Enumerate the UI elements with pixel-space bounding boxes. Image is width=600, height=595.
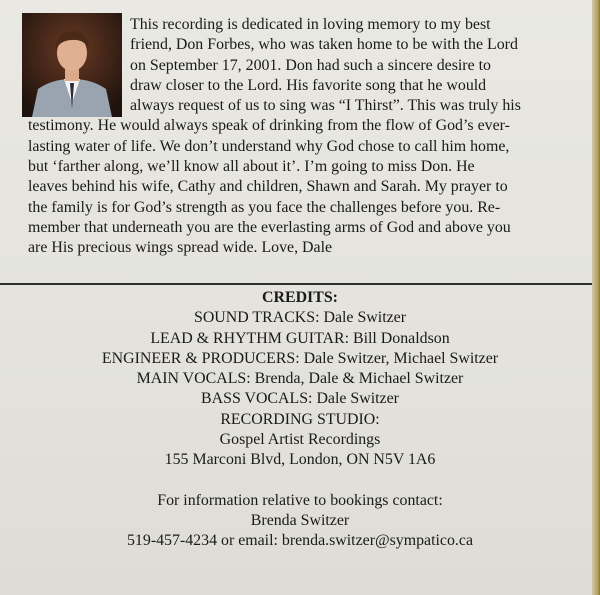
dedication-line: but ‘farther along, we’ll know all about it’. I’m going to miss Don. He: [28, 158, 475, 176]
dedication-text: [28, 15, 578, 259]
dedication-line: leaves behind his wife, Cathy and children, Shawn and Sarah. My prayer to: [28, 178, 508, 196]
dedication-line: are His precious wings spread wide. Love, Dale: [28, 239, 333, 257]
contact-info: 519-457-4234 or email: brenda.switzer@sympatico.ca: [126, 532, 474, 550]
credit-bass-vocals: BASS VOCALS: Dale Switzer: [201, 390, 399, 408]
credit-guitar: LEAD & RHYTHM GUITAR: Bill Donaldson: [150, 329, 450, 347]
dedication-line: testimony. He would always speak of drinking from the flow of God’s ever-: [28, 117, 510, 135]
studio-address: 155 Marconi Blvd, London, ON N5V 1A6: [164, 451, 436, 469]
dedication-line: draw closer to the Lord. His favorite song that he would: [130, 76, 487, 94]
page-edge: [592, 0, 600, 595]
credit-main-vocals: MAIN VOCALS: Brenda, Dale & Michael Switzer: [136, 370, 464, 388]
credits-section: [0, 288, 600, 552]
studio-name: Gospel Artist Recordings: [219, 431, 381, 449]
spacer: [0, 471, 600, 491]
contact-name: Brenda Switzer: [250, 511, 350, 529]
studio-heading: RECORDING STUDIO:: [220, 410, 380, 428]
dedication-line: on September 17, 2001. Don had such a sincere desire to: [130, 56, 491, 74]
dedication-line: friend, Don Forbes, who was taken home to be with the Lord: [130, 36, 518, 54]
section-divider: [0, 283, 600, 285]
dedication-line: This recording is dedicated in loving memory to my best: [130, 16, 491, 33]
dedication-line: always request of us to sing was “I Thirst”. This was truly his: [130, 97, 521, 115]
dedication-line: lasting water of life. We don’t understand why God chose to call him home,: [28, 137, 510, 155]
credits-heading: CREDITS:: [262, 289, 338, 306]
bookings-text: For information relative to bookings contact:: [157, 491, 443, 509]
dedication-line: the family is for God’s strength as you face the challenges before you. Re-: [28, 198, 501, 216]
dedication-line: member that underneath you are the everlasting arms of God and above you: [28, 218, 511, 236]
credit-sound-tracks: SOUND TRACKS: Dale Switzer: [193, 309, 407, 327]
credit-engineer: ENGINEER & PRODUCERS: Dale Switzer, Michael Switzer: [101, 349, 499, 367]
